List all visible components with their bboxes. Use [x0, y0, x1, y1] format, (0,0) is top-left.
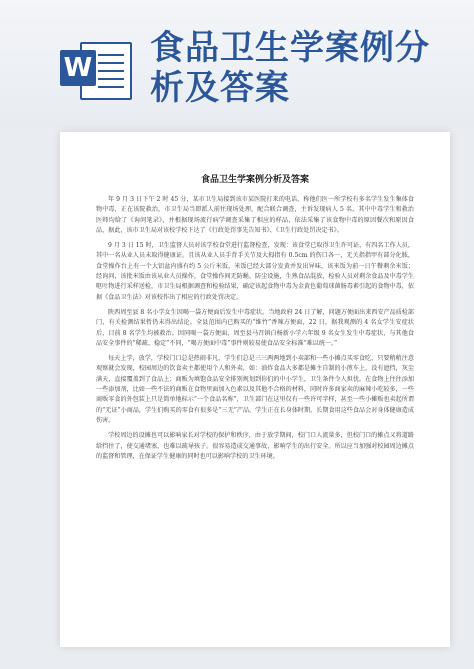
page-title: 食品卫生学案例分析及答案 — [150, 28, 430, 108]
document-header — [0, 0, 474, 128]
document-title: 食品卫生学案例分析及答案 — [200, 175, 309, 185]
paragraph: 9 月 3 日 15 时，卫生监督人员对该学校食堂进行监督检查，发现：该食堂已取得卫生许可证，有四名工作人员，其中一名从业人员未取得健康证。且该从业人员手背手关节及大拇指有 0.5cm 的伤口各一，无关指指甲有部分化脓，食堂操作台上有一个大铝盆内盛有约 5 公斤米饭，米饭已经大部分发黄并发出异味，该米饭为前一日午餐剩余米饭；经询问，该批米饭由该从业人员操作，食堂操作间无防蝇、防尘设施，生熟食品混放，检验人员对剩余食品及中毒学生呕吐物进行采样送检，市卫生局根据调查和检验结果，确定该起食物中毒为金黄色葡萄球菌肠毒素引起的食物中毒，依据《食品卫生法》对该校作出了相应的行政处罚决定。 — [96, 242, 414, 301]
word-badge: W — [60, 50, 96, 86]
paragraph: 年 9 月 3 日下午 2 时 45 分，某市卫生局接到该市某医院打来的电话，称他们医一所学校有多名学生发生集体食物中毒，正在该院救治，市卫生局当即派人前往现场处理，配合联合调查，主诉发现病人 5 名，其中中毒学生和救治医师均给了《询问笔录》，并根据现场流行病学调查采集了相应的样品，依法采集了该食物中毒的原因餐次和原因食品，据此，该市卫生局对该校学校下达了《行政处罚事先告知书》、《卫生行政处罚决定书》。 — [96, 196, 414, 234]
document-page — [60, 132, 450, 647]
word-document-icon — [60, 40, 130, 98]
paragraph: 陕西周至县 8 名小学女生因喝一袋方便面后发生中毒症状。当地政府 24 日了解，问题方便面出来西安产品质检部门，有关检测结果暂仍未得出结论。全县范围内已购买的“维竹”香辣方便面，22 日，据我观测的 4 名女学生安症状后，目前 8 名学生均被救治。因同喝一袋方便面，周至县马召镇白杨新小学六年级 9 名女生发生中毒症状，与其他食品安全事件的“稀疏、稳定”不同，“喝方便面中毒”事件则较易使食品安全标准“难以统一。” — [96, 308, 414, 347]
paragraph: 学校周边的设摊也可以影响家长对学校的保护和秩序，由于放学期间，校门口人流量多，但校门口的摊点又将道路给挡住了，使交通堵塞，也难以疏导孩子。很容易造成交通事故，影响学生的出行安全。所以应当加强对校园周边摊点的监督和管理，在保证学生健康的同时也可以影响学校的卫生环境。 — [96, 432, 414, 460]
paragraph: 每天上学，放学，学校门口总是热闹非凡，学生们总是三三两两地到小卖部和一些小摊点买零食吃，只要稍稍注意观察就会发现，校园周边的饮食卖主都使用个人和外卖，如：油炸食品大多都是摊主自制的小煎车上，没有遮挡，灰尘满天，直接覆盖到了食品上；商贩为填饱食品安全排别规划到你们的中小学生，卫生条件令人担忧。在食物上往往添加一些添加剂，比如一些不法的商贩在食物里面加入色素以及其他不合格的材料，同时许多商家卖的麻辣小吃较多，一些商贩零食的外包装上只是简单地标示“一个食品名称”，卫生部门在这里仅有一些许可字样，甚至一些小摊贩也卖起所谓的“无证”小商品，学生们购买的零食有很多是“三无”产品，学生正在长身体时期，长期食用这些食品会对身体健康造成伤害。 — [96, 355, 414, 424]
document-body — [96, 172, 414, 467]
